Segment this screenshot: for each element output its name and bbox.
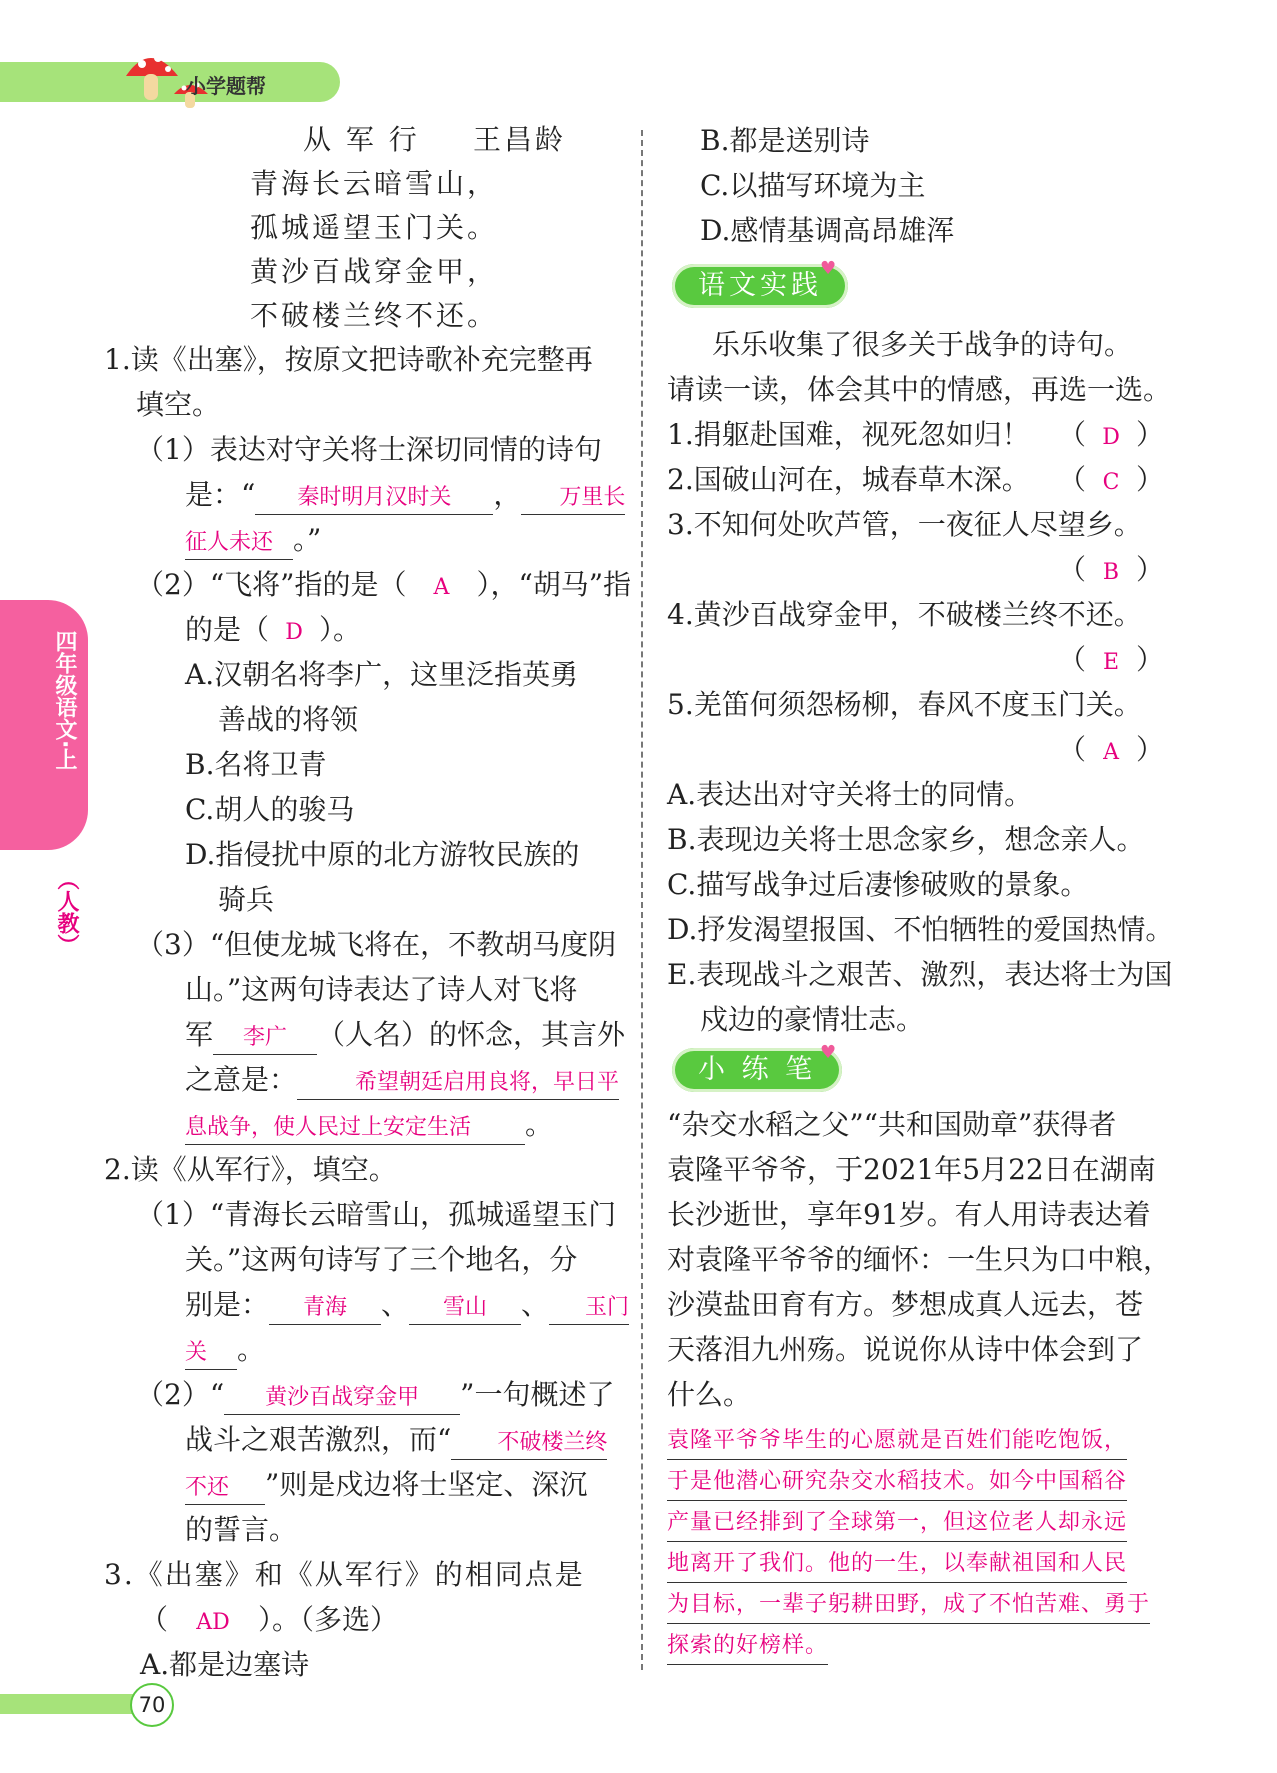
option: 善战的将领 <box>218 703 359 736</box>
q1-sub3-fill: 军 李广 （人名）的怀念，其言外 <box>185 1012 625 1057</box>
q2-sub1-line: 关。”这两句诗写了三个地名，分 <box>185 1243 578 1276</box>
q1-sub2-line: （2）“飞将”指的是（ A ），“胡马”指 <box>136 562 631 610</box>
option: D.指侵扰中原的北方游牧民族的 <box>185 838 580 871</box>
answer-choice[interactable]: A <box>1103 740 1119 765</box>
practice-answer: （ C ） <box>1058 457 1164 505</box>
q2-sub2-fill: （2）“ 黄沙百战穿金甲 ”一句概述了 <box>136 1372 614 1417</box>
writing-answer-line[interactable]: 产量已经排到了全球第一，但这位老人却永远 <box>667 1505 1127 1542</box>
answer-blank[interactable]: 不还 <box>185 1473 265 1505</box>
writing-line: 对袁隆平爷爷的缅怀：一生只为口中粮， <box>667 1243 1172 1276</box>
answer-blank[interactable]: 关 <box>185 1338 237 1370</box>
poem-line: 青海长云暗雪山， <box>250 167 499 200</box>
writing-line: 袁隆平爷爷，于2021年5月22日在湖南 <box>667 1153 1156 1186</box>
option: A.汉朝名将李广，这里泛指英勇 <box>185 658 579 691</box>
practice-item: 3.不知何处吹芦管，一夜征人尽望乡。 <box>667 508 1142 541</box>
column-divider <box>641 130 643 1670</box>
q1-sub1-fill: 是：“ 秦时明月汉时关 ， 万里长 <box>185 472 625 517</box>
q3-answer: （ AD ）。（多选） <box>140 1597 398 1645</box>
option: C.胡人的骏马 <box>185 793 355 826</box>
heart-icon: ♥ <box>820 1042 837 1063</box>
practice-intro: 乐乐收集了很多关于战争的诗句。 <box>712 328 1133 361</box>
poem-line: 不破楼兰终不还。 <box>250 299 499 332</box>
writing-line: 天落泪九州殇。说说你从诗中体会到了 <box>667 1333 1144 1366</box>
writing-line: 什么。 <box>667 1378 752 1411</box>
writing-answer-line[interactable]: 于是他潜心研究杂交水稻技术。如今中国稻谷 <box>667 1464 1127 1501</box>
answer-choice[interactable]: E <box>1102 650 1120 675</box>
practice-item: 4.黄沙百战穿金甲，不破楼兰终不还。 <box>667 598 1142 631</box>
q2-sub1-fill: 别是： 青海 、 雪山 、 玉门 <box>185 1282 629 1327</box>
practice-badge: 语文实践 <box>672 264 848 308</box>
practice-option: E.表现战斗之艰苦、激烈，表达将士为国 <box>667 958 1173 991</box>
q1-sub2-line: 的是（ D ）。 <box>185 607 361 655</box>
q2-sub2-line: 的誓言。 <box>185 1513 298 1546</box>
practice-intro: 请读一读，体会其中的情感，再选一选。 <box>667 373 1172 406</box>
answer-blank[interactable]: 息战争，使人民过上安定生活 <box>185 1113 525 1145</box>
answer-blank[interactable]: 万里长 <box>521 483 625 515</box>
writing-answer-line[interactable]: 探索的好榜样。 <box>667 1628 828 1665</box>
answer-blank[interactable]: 征人未还 <box>185 528 293 560</box>
practice-answer: （ D ） <box>1058 412 1164 460</box>
q3-line: 3.《出塞》和《从军行》的相同点是 <box>104 1558 585 1591</box>
q1-sub3-line: （3）“但使龙城飞将在，不教胡马度阴 <box>136 928 617 961</box>
poem-line: 黄沙百战穿金甲， <box>250 255 499 288</box>
poem-line: 孤城遥望玉门关。 <box>250 211 499 244</box>
poem-author: 王昌龄 <box>473 123 567 156</box>
writing-answer-line[interactable]: 地离开了我们。他的一生，以奉献祖国和人民 <box>667 1546 1127 1583</box>
side-edition-label: （人教） <box>54 868 79 956</box>
answer-blank[interactable]: 雪山 <box>409 1293 521 1325</box>
practice-answer: （ B ） <box>1058 547 1164 595</box>
writing-line: “杂交水稻之父”“共和国勋章”获得者 <box>667 1108 1117 1141</box>
answer-choice[interactable]: D <box>1102 425 1120 450</box>
answer-choice[interactable]: D <box>285 620 303 645</box>
brand-name: 小学题帮 <box>186 74 266 98</box>
q2-sub2-fill: 战斗之艰苦激烈，而“ 不破楼兰终 <box>185 1417 607 1462</box>
option: D.感情基调高昂雄浑 <box>700 214 955 247</box>
q2-sub1-fill-cont: 关 。 <box>185 1327 265 1372</box>
answer-choice[interactable]: B <box>1102 560 1120 585</box>
option: B.都是送别诗 <box>700 124 870 157</box>
answer-choice[interactable]: C <box>1102 470 1120 495</box>
practice-option: 戍边的豪情壮志。 <box>700 1003 925 1036</box>
answer-blank[interactable]: 不破楼兰终 <box>451 1428 607 1460</box>
practice-option: B.表现边关将士思念家乡，想念亲人。 <box>667 823 1145 856</box>
writing-line: 长沙逝世，享年91岁。有人用诗表达着 <box>667 1198 1151 1231</box>
practice-option: D.抒发渴望报国、不怕牺牲的爱国热情。 <box>667 913 1174 946</box>
practice-option: C.描写战争过后凄惨破败的景象。 <box>667 868 1089 901</box>
option: C.以描写环境为主 <box>700 169 926 202</box>
heart-icon: ♥ <box>820 258 837 279</box>
q1-sub1-fill-cont: 征人未还 。” <box>185 517 321 562</box>
answer-blank[interactable]: 青海 <box>269 1293 381 1325</box>
practice-option: A.表达出对守关将士的同情。 <box>667 778 1033 811</box>
writing-line: 沙漠盐田育有方。梦想成真人远去，苍 <box>667 1288 1144 1321</box>
option: 骑兵 <box>218 883 275 916</box>
answer-blank[interactable]: 李广 <box>213 1023 317 1055</box>
q1-sub3-line: 山。”这两句诗表达了诗人对飞将 <box>185 973 578 1006</box>
practice-item: 5.羌笛何须怨杨柳，春风不度玉门关。 <box>667 688 1142 721</box>
q1-line: 1.读《出塞》，按原文把诗歌补充完整再 <box>104 343 593 376</box>
answer-choice[interactable]: A <box>433 575 450 600</box>
footer-bar <box>0 1694 150 1714</box>
answer-choice[interactable]: AD <box>196 1610 230 1635</box>
q1-sub1-line: （1）表达对守关将士深切同情的诗句 <box>136 433 602 466</box>
practice-answer: （ E ） <box>1058 637 1164 685</box>
q1-line: 填空。 <box>136 388 221 421</box>
poem-title: 从 军 行 <box>303 123 420 156</box>
q2-sub1-line: （1）“青海长云暗雪山，孤城遥望玉门 <box>136 1198 617 1231</box>
practice-answer: （ A ） <box>1058 727 1164 775</box>
option: B.名将卫青 <box>185 748 327 781</box>
writing-answer-line[interactable]: 为目标，一辈子躬耕田野，成了不怕苦难、勇于 <box>667 1587 1150 1624</box>
q2-sub2-fill-cont: 不还 ”则是戍边将士坚定、深沉 <box>185 1462 587 1507</box>
side-grade-label: 四年级语文·上 <box>52 630 77 771</box>
answer-blank[interactable]: 玉门 <box>549 1293 629 1325</box>
q1-sub3-fill-cont: 息战争，使人民过上安定生活 。 <box>185 1102 553 1147</box>
writing-answer-line[interactable]: 袁隆平爷爷毕生的心愿就是百姓们能吃饱饭， <box>667 1423 1127 1460</box>
answer-blank[interactable]: 秦时明月汉时关 <box>255 483 493 515</box>
answer-blank[interactable]: 希望朝廷启用良将，早日平 <box>297 1068 619 1100</box>
q1-sub3-fill: 之意是： 希望朝廷启用良将，早日平 <box>185 1057 619 1102</box>
page-number: 70 <box>130 1683 174 1727</box>
q2-line: 2.读《从军行》，填空。 <box>104 1153 397 1186</box>
writing-badge: 小 练 笔 <box>672 1048 842 1092</box>
practice-item: 1.捐躯赴国难，视死忽如归！ <box>667 418 1030 451</box>
answer-blank[interactable]: 黄沙百战穿金甲 <box>224 1383 460 1415</box>
option: A.都是边塞诗 <box>140 1648 310 1681</box>
practice-item: 2.国破山河在，城春草木深。 <box>667 463 1030 496</box>
